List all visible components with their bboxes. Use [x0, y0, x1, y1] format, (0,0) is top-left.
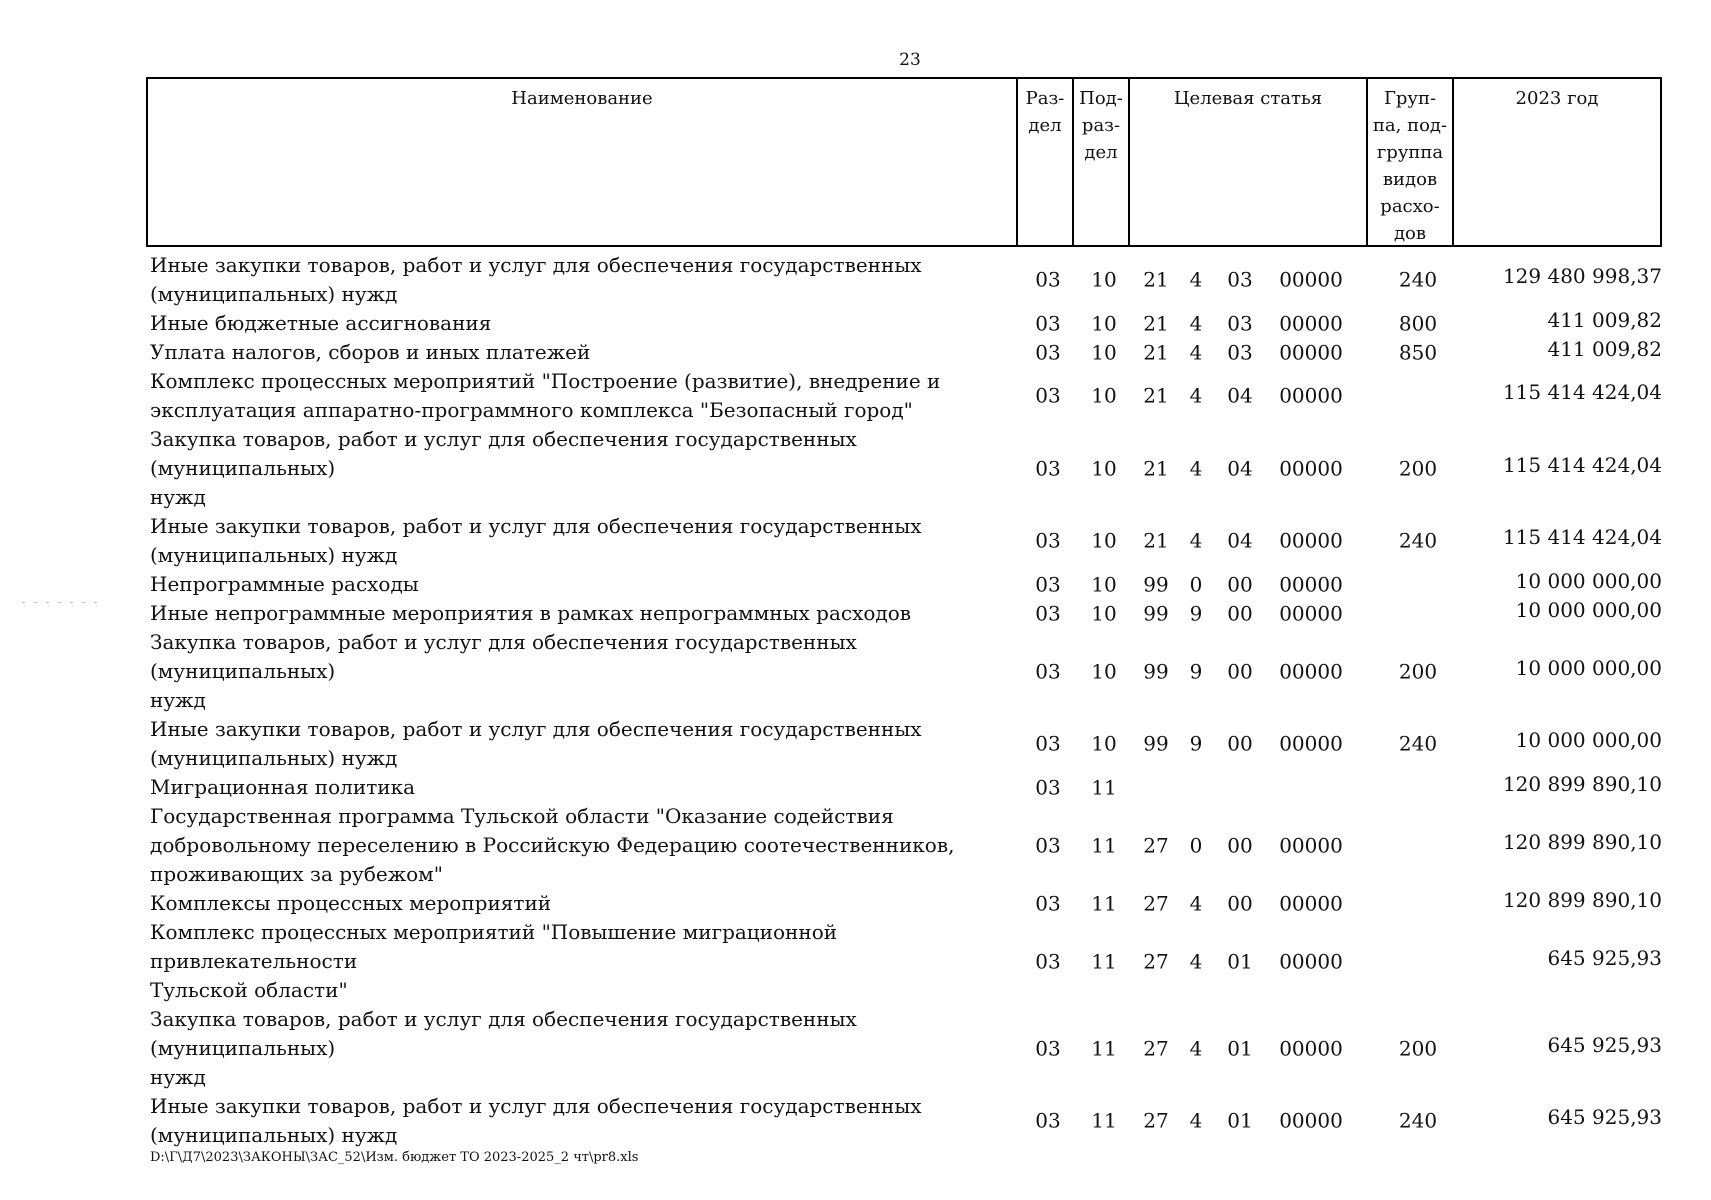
row-target-type: 4 [1189, 340, 1203, 364]
row-name [146, 599, 1020, 628]
header-podrazdel-line: дел [1084, 142, 1118, 163]
row-expense-group: 200 [1398, 659, 1438, 683]
row-expense-group: 200 [1398, 1036, 1438, 1060]
table-row [146, 918, 1666, 1005]
table-row [146, 715, 1666, 773]
row-name [146, 773, 1020, 802]
header-year-label: 2023 год [1515, 88, 1599, 109]
row-amount: 645 925,93 [1547, 1105, 1662, 1130]
row-target-program: 99 [1143, 659, 1169, 683]
row-podrazdel: 10 [1091, 267, 1117, 292]
header-razdel-line: дел [1028, 115, 1062, 136]
row-name-line: Закупка товаров, работ и услуг для обеспечения государственных (муниципальных) [150, 1007, 857, 1060]
header-razdel-line: Раз- [1025, 88, 1065, 109]
row-name [146, 1005, 1020, 1092]
row-name [146, 802, 1020, 889]
page-number: 23 [899, 50, 921, 70]
row-name-line: нужд [150, 485, 206, 509]
row-amount: 411 009,82 [1547, 307, 1662, 332]
row-name [146, 367, 1020, 425]
row-target-program: 21 [1143, 528, 1169, 553]
row-amount: 120 899 890,10 [1502, 771, 1662, 796]
row-podrazdel: 11 [1091, 1108, 1117, 1133]
row-amount: 10 000 000,00 [1515, 568, 1662, 593]
row-target-program: 99 [1143, 572, 1169, 596]
row-podrazdel: 11 [1091, 891, 1117, 915]
row-razdel: 03 [1035, 659, 1061, 683]
row-podrazdel: 10 [1091, 528, 1117, 553]
row-amount: 10 000 000,00 [1515, 597, 1662, 622]
row-podrazdel: 11 [1091, 775, 1117, 799]
row-target-direction: 00000 [1279, 1108, 1343, 1133]
row-podrazdel: 10 [1091, 601, 1117, 625]
table-row [146, 773, 1666, 802]
header-razdel [1016, 79, 1072, 245]
table-body [146, 251, 1666, 1150]
row-amount: 115 414 424,04 [1502, 525, 1662, 550]
row-razdel: 03 [1035, 267, 1061, 292]
row-name-line: Комплексы процессных мероприятий [150, 891, 552, 915]
row-name-line: Государственная программа Тульской области "Оказание содействия [150, 804, 894, 828]
row-name [146, 918, 1020, 1005]
table-header [146, 77, 1662, 247]
row-target-direction: 00000 [1279, 601, 1343, 625]
table-row [146, 889, 1666, 918]
row-name-line: нужд [150, 688, 206, 712]
row-name-line: (муниципальных) нужд [150, 282, 398, 306]
row-target-direction: 00000 [1279, 833, 1343, 857]
row-name-line: Тульской области" [150, 978, 348, 1002]
row-target-event: 01 [1227, 949, 1253, 973]
row-name-line: Закупка товаров, работ и услуг для обеспечения государственных (муниципальных) [150, 630, 857, 683]
row-name-line: Миграционная политика [150, 775, 416, 799]
row-podrazdel: 11 [1091, 833, 1117, 857]
row-target-event: 00 [1227, 891, 1253, 915]
row-name-line: Иные закупки товаров, работ и услуг для обеспечения государственных [150, 717, 922, 741]
row-target-direction: 00000 [1279, 383, 1343, 408]
row-target-type: 9 [1189, 601, 1203, 625]
row-podrazdel: 11 [1091, 1036, 1117, 1060]
header-name-label: Наименование [511, 88, 653, 109]
row-amount: 645 925,93 [1547, 945, 1662, 970]
row-name [146, 715, 1020, 773]
row-expense-group: 200 [1398, 456, 1438, 480]
row-target-type: 4 [1189, 1108, 1203, 1133]
header-group-line: группа [1376, 142, 1444, 163]
row-target-program: 21 [1143, 456, 1169, 480]
row-target-type: 4 [1189, 891, 1203, 915]
row-podrazdel: 10 [1091, 383, 1117, 408]
row-razdel: 03 [1035, 383, 1061, 408]
table-row [146, 338, 1666, 367]
row-amount: 129 480 998,37 [1502, 264, 1662, 289]
row-amount: 120 899 890,10 [1502, 829, 1662, 854]
header-group-line: дов [1393, 223, 1427, 244]
row-target-type: 4 [1189, 383, 1203, 408]
row-podrazdel: 10 [1091, 731, 1117, 756]
table-row [146, 309, 1666, 338]
row-target-type: 4 [1189, 1036, 1203, 1060]
row-target-direction: 00000 [1279, 659, 1343, 683]
header-podrazdel [1072, 79, 1128, 245]
row-target-direction: 00000 [1279, 949, 1343, 973]
table-row [146, 425, 1666, 512]
row-name-line: Иные закупки товаров, работ и услуг для обеспечения государственных [150, 1094, 922, 1118]
table-row [146, 802, 1666, 889]
row-name-line: Уплата налогов, сборов и иных платежей [150, 340, 591, 364]
row-podrazdel: 10 [1091, 572, 1117, 596]
row-razdel: 03 [1035, 572, 1061, 596]
row-razdel: 03 [1035, 731, 1061, 756]
row-name-line: Закупка товаров, работ и услуг для обеспечения государственных (муниципальных) [150, 427, 857, 480]
row-target-program: 99 [1143, 601, 1169, 625]
row-name-line: (муниципальных) нужд [150, 543, 398, 567]
row-target-direction: 00000 [1279, 311, 1343, 335]
row-target-direction: 00000 [1279, 456, 1343, 480]
row-amount: 645 925,93 [1547, 1032, 1662, 1057]
table-row [146, 512, 1666, 570]
row-razdel: 03 [1035, 775, 1061, 799]
row-target-event: 03 [1227, 340, 1253, 364]
row-amount: 120 899 890,10 [1502, 887, 1662, 912]
footer-file-path: D:\Г\Д7\2023\ЗАКОНЫ\ЗАС_52\Изм. бюджет ТО 2023-2025_2 чт\pr8.xls [150, 1150, 639, 1165]
row-target-type: 4 [1189, 528, 1203, 553]
row-name-line: Иные бюджетные ассигнования [150, 311, 492, 335]
table-row [146, 251, 1666, 309]
header-target-label: Целевая статья [1173, 88, 1323, 109]
row-name [146, 889, 1020, 918]
row-target-event: 03 [1227, 311, 1253, 335]
row-razdel: 03 [1035, 1108, 1061, 1133]
row-razdel: 03 [1035, 311, 1061, 335]
row-amount: 10 000 000,00 [1515, 655, 1662, 680]
row-amount: 115 414 424,04 [1502, 380, 1662, 405]
row-razdel: 03 [1035, 528, 1061, 553]
row-target-type: 4 [1189, 949, 1203, 973]
row-name [146, 570, 1020, 599]
row-name [146, 425, 1020, 512]
row-name-line: проживающих за рубежом" [150, 862, 443, 886]
row-razdel: 03 [1035, 456, 1061, 480]
row-name [146, 309, 1020, 338]
row-target-event: 00 [1227, 659, 1253, 683]
row-target-direction: 00000 [1279, 267, 1343, 292]
row-name-line: Непрограммные расходы [150, 572, 419, 596]
row-name [146, 1092, 1020, 1150]
row-name-line: Комплекс процессных мероприятий "Построение (развитие), внедрение и [150, 369, 941, 393]
row-target-type: 4 [1189, 311, 1203, 335]
row-target-direction: 00000 [1279, 340, 1343, 364]
row-name [146, 628, 1020, 715]
row-amount: 115 414 424,04 [1502, 452, 1662, 477]
row-expense-group: 240 [1398, 528, 1438, 553]
table-row [146, 367, 1666, 425]
row-target-program: 27 [1143, 1108, 1169, 1133]
row-amount: 411 009,82 [1547, 336, 1662, 361]
row-target-event: 04 [1227, 383, 1253, 408]
row-name-line: добровольному переселению в Российскую Федерацию соотечественников, [150, 833, 955, 857]
row-target-type: 4 [1189, 456, 1203, 480]
header-podrazdel-line: Под- [1079, 88, 1123, 109]
row-target-program: 99 [1143, 731, 1169, 756]
row-name-line: нужд [150, 1065, 206, 1089]
row-target-program: 27 [1143, 833, 1169, 857]
row-expense-group: 800 [1398, 311, 1438, 335]
row-target-event: 04 [1227, 456, 1253, 480]
row-razdel: 03 [1035, 891, 1061, 915]
header-year [1452, 79, 1660, 245]
scan-dot-mark [22, 588, 108, 589]
row-target-program: 27 [1143, 1036, 1169, 1060]
row-name-line: эксплуатация аппаратно-программного комплекса "Безопасный город" [150, 398, 913, 422]
row-name [146, 251, 1020, 309]
row-target-type: 4 [1189, 267, 1203, 292]
row-target-program: 21 [1143, 311, 1169, 335]
row-target-event: 04 [1227, 528, 1253, 553]
table-row [146, 570, 1666, 599]
row-target-program: 21 [1143, 267, 1169, 292]
row-target-event: 01 [1227, 1036, 1253, 1060]
table-row [146, 599, 1666, 628]
row-target-event: 00 [1227, 572, 1253, 596]
row-target-event: 00 [1227, 833, 1253, 857]
row-name-line: (муниципальных) нужд [150, 746, 398, 770]
row-target-type: 9 [1189, 731, 1203, 756]
row-expense-group: 240 [1398, 731, 1438, 756]
row-target-type: 0 [1189, 833, 1203, 857]
header-group-line: па, под- [1372, 115, 1448, 136]
row-podrazdel: 11 [1091, 949, 1117, 973]
table-row [146, 1005, 1666, 1092]
row-target-program: 27 [1143, 891, 1169, 915]
row-target-type: 9 [1189, 659, 1203, 683]
header-group-line: расхо- [1380, 196, 1440, 217]
row-target-program: 21 [1143, 340, 1169, 364]
header-name [148, 79, 1016, 245]
row-podrazdel: 10 [1091, 659, 1117, 683]
row-razdel: 03 [1035, 949, 1061, 973]
row-razdel: 03 [1035, 340, 1061, 364]
row-target-event: 01 [1227, 1108, 1253, 1133]
row-expense-group: 850 [1398, 340, 1438, 364]
row-target-event: 00 [1227, 601, 1253, 625]
row-target-direction: 00000 [1279, 891, 1343, 915]
row-name [146, 512, 1020, 570]
row-podrazdel: 10 [1091, 340, 1117, 364]
row-razdel: 03 [1035, 601, 1061, 625]
row-podrazdel: 10 [1091, 456, 1117, 480]
header-podrazdel-line: раз- [1081, 115, 1121, 136]
row-target-direction: 00000 [1279, 1036, 1343, 1060]
row-target-direction: 00000 [1279, 528, 1343, 553]
row-name-line: Комплекс процессных мероприятий "Повышение миграционной привлекательности [150, 920, 838, 973]
row-razdel: 03 [1035, 1036, 1061, 1060]
row-expense-group: 240 [1398, 267, 1438, 292]
row-amount: 10 000 000,00 [1515, 728, 1662, 753]
row-name-line: Иные закупки товаров, работ и услуг для обеспечения государственных [150, 514, 922, 538]
row-target-program: 21 [1143, 383, 1169, 408]
row-expense-group: 240 [1398, 1108, 1438, 1133]
row-podrazdel: 10 [1091, 311, 1117, 335]
table-row [146, 628, 1666, 715]
row-target-direction: 00000 [1279, 572, 1343, 596]
row-name-line: Иные закупки товаров, работ и услуг для обеспечения государственных [150, 253, 922, 277]
header-group-line: Груп- [1383, 88, 1437, 109]
row-target-type: 0 [1189, 572, 1203, 596]
header-group [1366, 79, 1452, 245]
row-target-program: 27 [1143, 949, 1169, 973]
table-row [146, 1092, 1666, 1150]
header-target [1128, 79, 1366, 245]
row-name [146, 338, 1020, 367]
row-name-line: (муниципальных) нужд [150, 1123, 398, 1147]
row-razdel: 03 [1035, 833, 1061, 857]
row-target-direction: 00000 [1279, 731, 1343, 756]
row-target-event: 03 [1227, 267, 1253, 292]
row-target-event: 00 [1227, 731, 1253, 756]
header-group-line: видов [1382, 169, 1438, 190]
row-name-line: Иные непрограммные мероприятия в рамках непрограммных расходов [150, 601, 912, 625]
